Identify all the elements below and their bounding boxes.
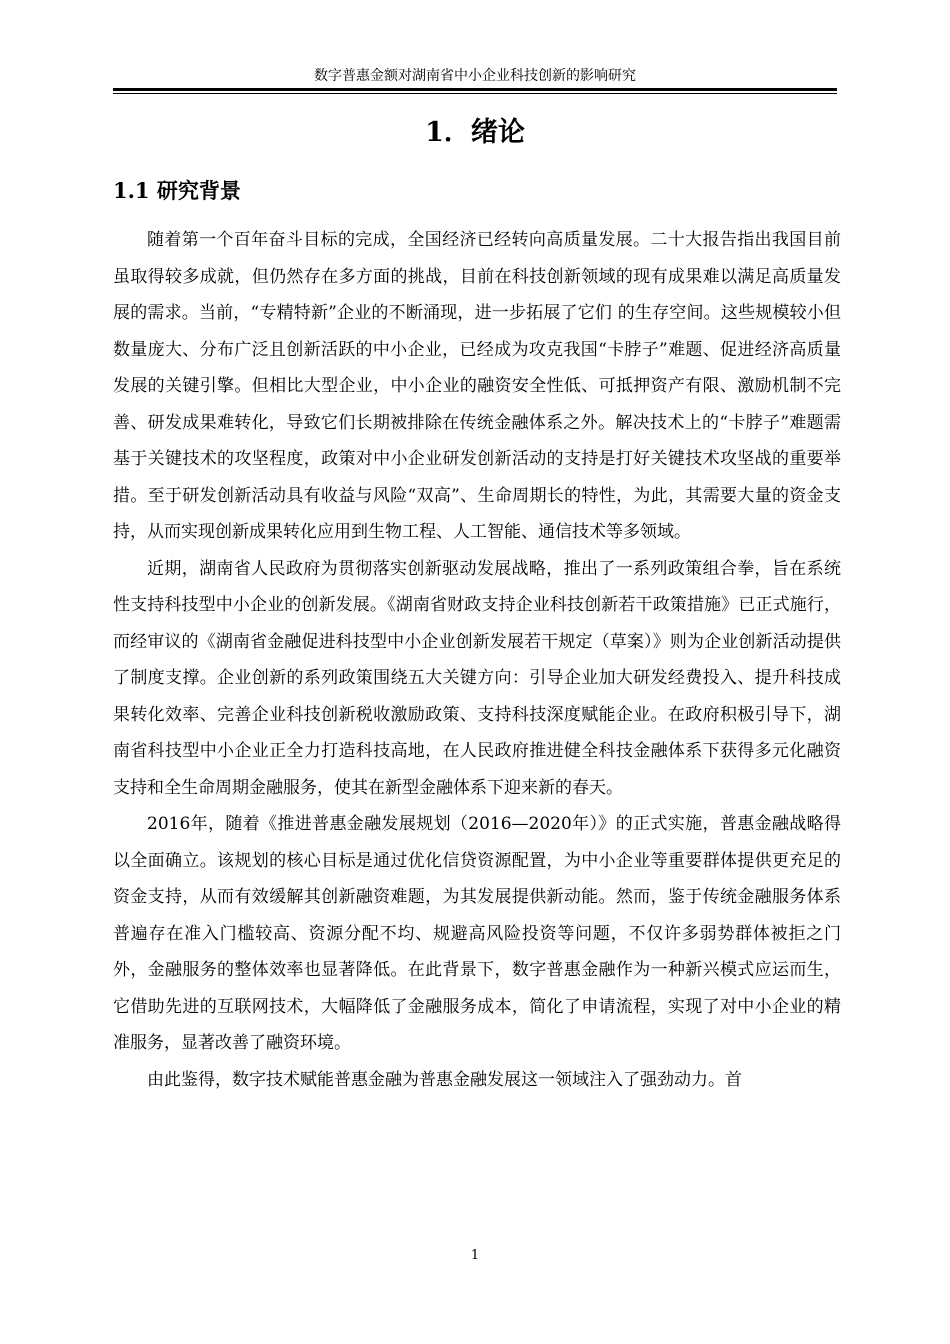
paragraph-2: 近期，湖南省人民政府为贯彻落实创新驱动发展战略，推出了一系列政策组合拳，旨在系统性支持科技型中小企业的创新发展。《湖南省财政支持企业科技创新若干政策措施》已正式施行，而经审议的《湖南省金融促进科技型中小企业创新发展若干规定（草案）》则为企业创新活动提供了制度支撑。企业创新的系列政策围绕五大关键方向：引导企业加大研发经费投入、提升科技成果转化效率、完善企业科技创新税收激励政策、支持科技深度赋能企业。在政府积极引导下，湖南省科技型中小企业正全力打造科技高地，在人民政府推进健全科技金融体系下获得多元化融资支持和全生命周期金融服务，使其在新型金融体系下迎来新的春天。 (113, 558, 841, 798)
section-title: 1.1 研究背景 (113, 178, 241, 203)
body-text (113, 222, 841, 1098)
paragraph-4: 由此鉴得，数字技术赋能普惠金融为普惠金融发展这一领域注入了强劲动力。首 (147, 1069, 742, 1090)
chapter-title: 1．绪论 (425, 117, 525, 148)
header-rule-thick (113, 88, 837, 91)
running-header: 数字普惠金额对湖南省中小企业科技创新的影响研究 (314, 68, 636, 84)
paragraph-3: 2016年，随着《推进普惠金融发展规划（2016—2020年）》的正式实施，普惠金融战略得以全面确立。该规划的核心目标是通过优化信贷资源配置，为中小企业等重要群体提供更充足的资金支持，从而有效缓解其创新融资难题，为其发展提供新动能。然而，鉴于传统金融服务体系普遍存在准入门槛较高、资源分配不均、规避高风险投资等问题，不仅许多弱势群体被拒之门外，金融服务的整体效率也显著降低。在此背景下，数字普惠金融作为一种新兴模式应运而生，它借助先进的互联网技术，大幅降低了金融服务成本，简化了申请流程，实现了对中小企业的精准服务，显著改善了融资环境。 (113, 814, 841, 1053)
header-rule-thin (113, 93, 837, 94)
page-number: 1 (470, 1248, 480, 1263)
paragraph-1: 随着第一个百年奋斗目标的完成，全国经济已经转向高质量发展。二十大报告指出我国目前虽取得较多成就，但仍然存在多方面的挑战，目前在科技创新领域的现有成果难以满足高质量发展的需求。当前，“专精特新”企业的不断涌现，进一步拓展了它们 的生存空间。这些规模较小但数量庞大、分布广泛且创新活跃的中小企业，已经成为攻克我国“卡脖子”难题、促进经济高质量发展的关键引擎。但相比大型企业，中小企业的融资安全性低、可抵押资产有限、激励机制不完善、研发成果难转化，导致它们长期被排除在传统金融体系之外。解决技术上的“卡脖子”难题需基于关键技术的攻坚程度，政策对中小企业研发创新活动的支持是打好关键技术攻坚战的重要举措。至于研发创新活动具有收益与风险“双高”、生命周期长的特性，为此，其需要大量的资金支持，从而实现创新成果转化应用到生物工程、人工智能、通信技术等多领域。 (113, 230, 841, 542)
